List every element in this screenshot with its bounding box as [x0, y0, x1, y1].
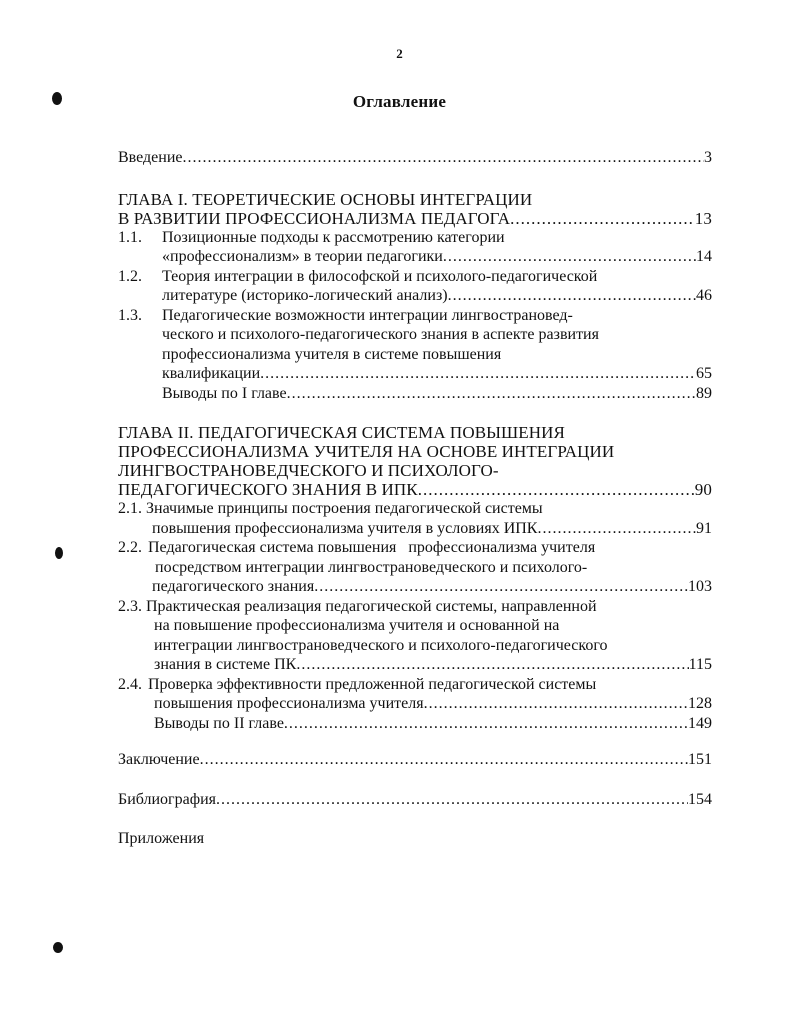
section-line-last [118, 286, 712, 306]
toc-entry-text: Заключение [118, 751, 200, 768]
section-number: 2.4. [118, 675, 142, 693]
section-line-last [118, 364, 712, 384]
section-line [118, 267, 712, 287]
toc-section-1-2[interactable] [118, 267, 712, 306]
section-line: ческого и психолого-педагогического знания в аспекте развития [162, 326, 599, 343]
section-text: Педагогические возможности интеграции лингвострановед- [162, 306, 573, 324]
scan-mark [53, 942, 63, 953]
dot-leader [183, 148, 705, 168]
toc-entry-page: 90 [694, 480, 712, 499]
toc-entry-page: 14 [696, 248, 712, 265]
section-text: Проверка эффективности предложенной педагогической системы [148, 675, 597, 693]
section-line [118, 306, 712, 326]
toc-section-2-3[interactable] [118, 597, 712, 675]
chapter-heading-line-last [118, 480, 712, 499]
toc-entry-page: 151 [688, 751, 712, 768]
section-line [118, 538, 712, 558]
section-number: 1.3. [118, 306, 142, 324]
section-text: Педагогическая система повышения профессионализма учителя [148, 539, 596, 556]
toc-conclusions-2[interactable] [118, 714, 712, 734]
section-line: на повышение профессионализма учителя и основанной на [154, 617, 560, 634]
toc-entry-bibliography[interactable] [118, 790, 712, 810]
section-number: 2.3. [118, 597, 142, 615]
scan-mark [52, 92, 62, 105]
toc-section-2-1[interactable] [118, 499, 712, 538]
section-number: 1.2. [118, 267, 142, 285]
dot-leader [314, 577, 688, 597]
section-text: литературе (историко-логический анализ) [162, 287, 448, 304]
dot-leader [448, 286, 696, 306]
section-number: 2.2. [118, 539, 142, 556]
dot-leader [418, 480, 695, 499]
toc-entry-text: Приложения [118, 830, 205, 847]
section-line [118, 228, 712, 248]
section-number: 2.1. [118, 500, 142, 517]
section-line [118, 675, 712, 695]
section-text: повышения профессионализма учителя в условиях ИПК [152, 519, 538, 537]
toc-section-1-1[interactable] [118, 228, 712, 267]
toc-entry-page: 13 [694, 208, 712, 228]
section-text: повышения профессионализма учителя [154, 695, 424, 712]
chapter-heading-line-last [118, 209, 712, 228]
toc-section-1-3[interactable] [118, 306, 712, 384]
toc-entry-text: Библиография [118, 790, 216, 808]
dot-leader [296, 655, 688, 675]
section-line [118, 499, 712, 519]
chapter-heading-text: ПЕДАГОГИЧЕСКОГО ЗНАНИЯ В ИПК [118, 480, 418, 499]
toc-entry-page: 3 [704, 149, 712, 166]
toc-entry-page: 115 [688, 656, 712, 673]
dot-leader [216, 790, 688, 810]
section-number: 1.1. [118, 228, 142, 246]
section-line-last [118, 519, 712, 539]
toc-entry-text: Введение [118, 149, 183, 166]
section-line-last [118, 655, 712, 675]
table-of-contents [118, 148, 712, 849]
chapter-heading-line: ГЛАВА II. ПЕДАГОГИЧЕСКАЯ СИСТЕМА ПОВЫШЕНИЯ [118, 423, 565, 442]
chapter-heading-line: ЛИНГВОСТРАНОВЕДЧЕСКОГО И ПСИХОЛОГО- [118, 461, 499, 480]
section-line-last [118, 247, 712, 267]
toc-entry-appendices[interactable] [118, 829, 712, 849]
toc-chapter-2[interactable] [118, 423, 712, 499]
toc-entry-text: Выводы по I главе [162, 384, 287, 402]
section-line-last [118, 577, 712, 597]
toc-entry-page: 154 [688, 790, 712, 808]
page-number: 2 [396, 46, 403, 61]
toc-entry-page: 89 [696, 384, 712, 402]
dot-leader [287, 384, 696, 404]
toc-entry-page: 128 [688, 695, 712, 712]
chapter-heading-line: ГЛАВА I. ТЕОРЕТИЧЕСКИЕ ОСНОВЫ ИНТЕГРАЦИИ [118, 189, 533, 209]
dot-leader [200, 750, 688, 770]
section-text: «профессионализм» в теории педагогики [162, 248, 443, 265]
section-line: посредством интеграции лингвострановедческого и психолого- [155, 558, 588, 576]
dot-leader [284, 714, 688, 734]
toc-entry-text: Выводы по II главе [154, 714, 284, 732]
toc-entry-page: 91 [696, 519, 712, 537]
section-line-last [118, 694, 712, 714]
section-text: квалификации [162, 365, 261, 382]
section-line: профессионализма учителя в системе повышения [162, 345, 502, 363]
section-text: Значимые принципы построения педагогической системы [146, 500, 543, 517]
section-text: Практическая реализация педагогической системы, направленной [146, 597, 597, 615]
section-text: Позиционные подходы к рассмотрению категории [162, 228, 505, 246]
toc-entry-conclusion[interactable] [118, 750, 712, 770]
dot-leader [537, 519, 696, 539]
toc-entry-page: 149 [688, 714, 712, 732]
section-text: педагогического знания [152, 578, 315, 595]
section-line: интеграции лингвострановедческого и психолого-педагогического [154, 636, 608, 654]
toc-entry-page: 103 [688, 578, 712, 595]
page-title: Оглавление [352, 92, 447, 111]
toc-entry-page: 46 [696, 287, 712, 304]
dot-leader [443, 247, 696, 267]
dot-leader [510, 209, 695, 228]
dot-leader [260, 364, 696, 384]
chapter-heading-text: В РАЗВИТИИ ПРОФЕССИОНАЛИЗМА ПЕДАГОГА [118, 208, 511, 228]
toc-entry-page: 65 [696, 365, 712, 382]
toc-entry-intro[interactable] [118, 148, 712, 168]
dot-leader [424, 694, 688, 714]
section-text: Теория интеграции в философской и психолого-педагогической [162, 267, 598, 285]
toc-section-2-2[interactable] [118, 538, 712, 597]
toc-chapter-1[interactable] [118, 190, 712, 228]
section-line [118, 597, 712, 617]
toc-conclusions-1[interactable] [118, 384, 712, 404]
toc-section-2-4[interactable] [118, 675, 712, 714]
chapter-heading-line: ПРОФЕССИОНАЛИЗМА УЧИТЕЛЯ НА ОСНОВЕ ИНТЕГРАЦИИ [118, 442, 615, 461]
scan-mark [55, 547, 63, 559]
section-text: знания в системе ПК [154, 656, 297, 673]
